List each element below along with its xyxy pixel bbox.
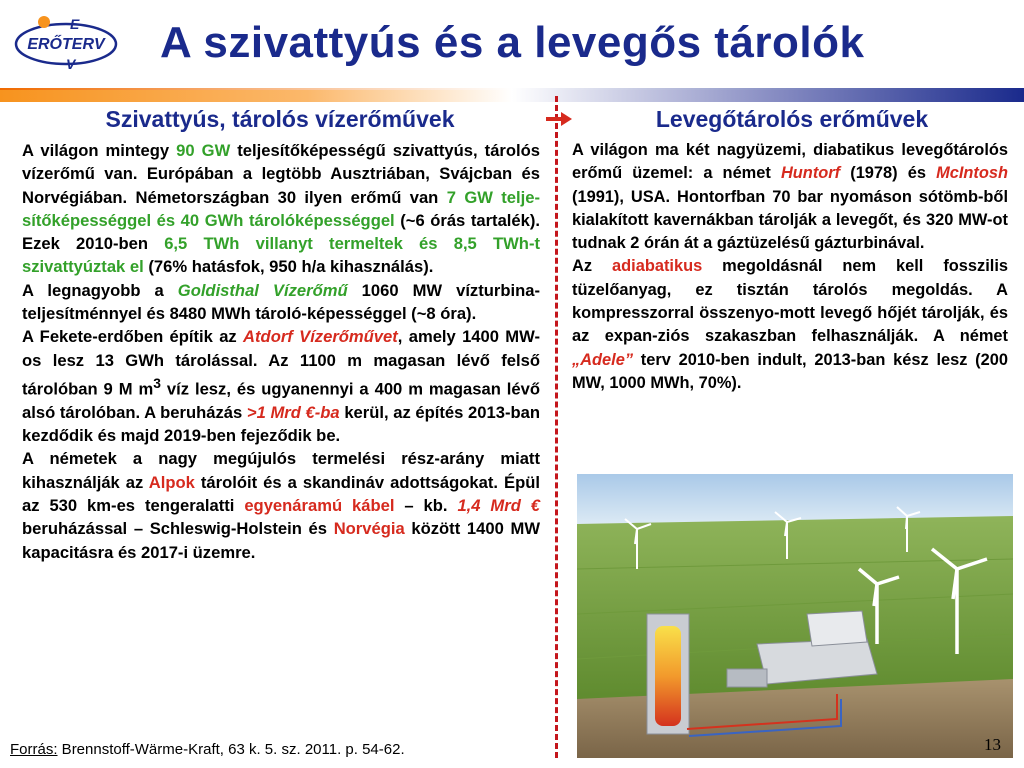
logo-text: ERŐTERV [27, 36, 105, 53]
left-column-text [22, 139, 540, 564]
right-column-heading: Levegőtárolós erőművek [655, 106, 929, 132]
left-paragraph-4: A németek a nagy megújulós termelési rész-arány miatt kihasználják az Alpok tárolóit és a skandináv adottságokat. Épül az 530 km-es tengeralatti egyenáramú kábel – kb. 1,4 Mrd € beruházással – Schleswig-Holstein és Norvégia között 1400 MW kapacitásra és 2017-i üzemre. [22, 449, 540, 562]
right-paragraph-1: A világon ma két nagyüzemi, diabatikus levegőtárolós erőmű üzemel: a német Huntorf (1978) és McIntosh (1991), USA. Hontorfban 70 bar nyomáson sótömb-ből kialakított kavernákban tárolják a levegőt, és 320 MW-ot tudnak 2 órán át a gáztüzelésű gázturbinával. [572, 141, 1008, 253]
left-paragraph-2: A legnagyobb a Goldisthal Vízerőmű 1060 MW vízturbina-teljesítménnyel és 8480 MWh tároló-képességgel (~8 óra). [22, 280, 540, 324]
column-divider [555, 96, 558, 758]
logo-letter-top: E [70, 16, 80, 32]
page-number: 13 [984, 735, 1001, 754]
right-paragraph-2: Az adiabatikus megoldásnál nem kell fosszilis tüzelőanyag, ez tisztán tárolós megoldás. A kompresszorral összenyo-mott levegő hőjét tárolják, és az expan-ziós szakaszban felhasználják. A német „Adele” terv 2010-ben indult, 2013-ban kész lesz (200 MW, 1000 MWh, 70%). [572, 257, 1009, 392]
right-column-text [572, 139, 1008, 395]
header-band [0, 90, 1024, 102]
left-column-heading: Szivattyús, tárolós vízerőművek [105, 106, 455, 132]
right-arrow-icon [546, 112, 572, 126]
left-paragraph-3: A Fekete-erdőben építik az Atdorf Vízerőművet, amely 1400 MW-os lesz 13 GWh tárolással. Az 1100 m magasan lévő felső tárolóban 9 M $m^3$ víz lesz, és ugyanennyi a 400 m magasan lévő alsó tárolóban. A beruházás >1 Mrd €-ba kerül, az építés 2013-ban kezdődik és majd 2019-ben fejeződik be. [22, 327, 540, 446]
left-paragraph-1: A világon mintegy 90 GW teljesítőképességű szivattyús, tárolós vízerőmű van. Európában a legtöbb Ausztriában, Svájcban és Norvégiában. Németországban 30 ilyen erőmű van 7 GW telje-sítőképességgel és 40 GWh tárolóképességgel (~6 órás tartalék). Ezek 2010-ben 6,5 TWh villanyt termeltek és 8,5 TWh-t szivattyúztak el (76% hatásfok, 950 h/a kihasználás). [22, 141, 540, 277]
caes-plant-illustration [577, 474, 1013, 758]
logo-letter-bottom: V [66, 56, 76, 72]
erőterv-logo [10, 14, 120, 72]
source-footer: Forrás: Brennstoff-Wärme-Kraft, 63 k. 5. sz. 2011. p. 54-62. [10, 741, 405, 758]
slide-title: A szivattyús és a levegős tárolók [160, 18, 865, 67]
